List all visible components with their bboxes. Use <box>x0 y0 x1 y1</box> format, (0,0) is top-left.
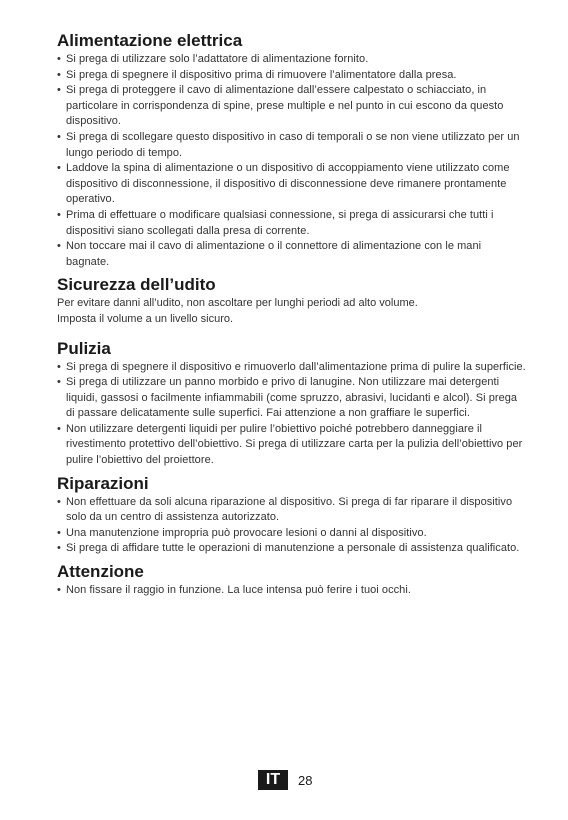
section-hearing <box>57 274 527 327</box>
paragraph: Imposta il volume a un livello sicuro. <box>57 312 234 325</box>
section-title: Alimentazione elettrica <box>57 31 243 50</box>
bullet-list <box>57 360 527 469</box>
section-repairs <box>57 473 527 557</box>
list-item: • Non effettuare da soli alcuna riparazione al dispositivo. Si prega di far riparare il dispositivo solo da un centro di assistenza autorizzato. <box>57 495 527 526</box>
list-item: • Si prega di affidare tutte le operazioni di manutenzione a personale di assistenza qualificato. <box>57 541 527 557</box>
bullet-list <box>57 52 527 270</box>
list-item: • Si prega di spegnere il dispositivo prima di rimuovere l’alimentatore dalla presa. <box>57 68 527 84</box>
list-item: • Una manutenzione impropria può provocare lesioni o danni al dispositivo. <box>57 526 527 542</box>
list-item: • Non toccare mai il cavo di alimentazione o il connettore di alimentazione con le mani bagnate. <box>57 239 527 270</box>
list-item: • Non utilizzare detergenti liquidi per pulire l’obiettivo poiché potrebbero danneggiare il rivestimento protettivo dell’obiettivo. Si prega di utilizzare carta per la pulizia dell’obiettivo per pulire l’obiettivo del proiettore. <box>57 422 527 469</box>
document-body <box>57 30 527 603</box>
list-item: • Si prega di scollegare questo dispositivo in caso di temporali o se non viene utilizzato per un lungo periodo di tempo. <box>57 130 527 161</box>
page-footer <box>258 770 312 790</box>
language-badge: IT <box>258 770 288 790</box>
list-item: • Laddove la spina di alimentazione o un dispositivo di accoppiamento viene utilizzato come dispositivo di disconnessione, il dispositivo di disconnessione deve rimanere prontamente operativo. <box>57 161 527 208</box>
list-item: • Prima di effettuare o modificare qualsiasi connessione, si prega di assicurarsi che tutti i dispositivi siano scollegati dalla presa di corrente. <box>57 208 527 239</box>
list-item: • Si prega di utilizzare un panno morbido e privo di lanugine. Non utilizzare mai detergenti liquidi, gassosi o facilmente infiammabili (come spruzzo, abrasivi, lucidanti e alcol). Si prega di passare delicatamente sulle superfici. Fai attenzione a non graffiare le superfici. <box>57 375 527 422</box>
paragraph: Per evitare danni all’udito, non ascoltare per lunghi periodi ad alto volume. <box>57 297 418 310</box>
section-title: Pulizia <box>57 338 111 358</box>
section-cleaning <box>57 338 527 469</box>
section-title: Attenzione <box>57 562 144 582</box>
section-title: Sicurezza dell’udito <box>57 275 216 295</box>
bullet-list <box>57 495 527 557</box>
list-item: • Si prega di proteggere il cavo di alimentazione dall’essere calpestato o schiacciato, in particolare in corrispondenza di spine, prese multiple e nel punto in cui escono da questo dispositivo. <box>57 83 527 130</box>
list-item: • Non fissare il raggio in funzione. La luce intensa può ferire i tuoi occhi. <box>57 583 527 599</box>
section-power <box>57 30 527 270</box>
bullet-list <box>57 583 527 599</box>
section-warning <box>57 561 527 599</box>
list-item: • Si prega di spegnere il dispositivo e rimuoverlo dall’alimentazione prima di pulire la superficie. <box>57 360 527 376</box>
section-title: Riparazioni <box>57 473 149 493</box>
list-item: • Si prega di utilizzare solo l’adattatore di alimentazione fornito. <box>57 52 527 68</box>
page-number: 28 <box>298 772 313 788</box>
